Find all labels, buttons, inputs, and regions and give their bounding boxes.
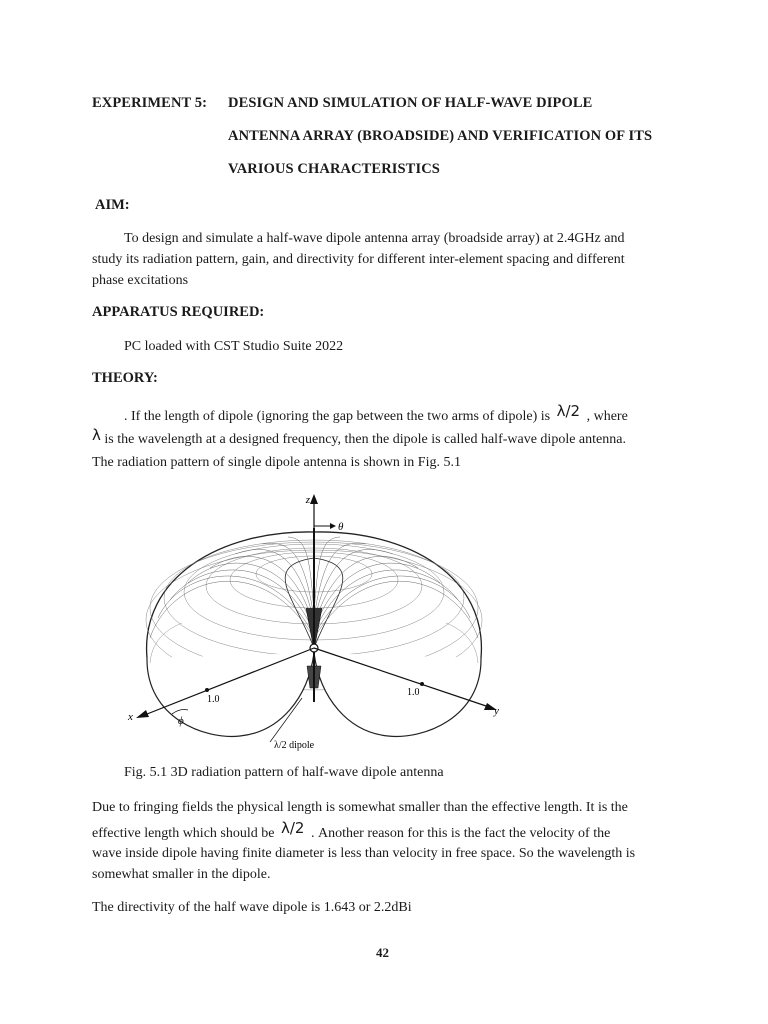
para2-line-2 — [92, 819, 611, 844]
label-phi: ϕ — [178, 715, 184, 727]
theory-line-1 — [124, 402, 628, 427]
para2-line-4: somewhat smaller in the dipole. — [92, 867, 271, 882]
title-line-1: DESIGN AND SIMULATION OF HALF-WAVE DIPOLE — [228, 95, 593, 111]
para2-line-3: wave inside dipole having finite diameter is less than velocity in free space. So the wavelength is — [92, 846, 636, 861]
theory-line-1-end: , where — [586, 409, 628, 424]
label-1-0-left: 1.0 — [207, 694, 220, 705]
directivity-text: The directivity of the half wave dipole is 1.643 or 2.2dBi — [92, 900, 412, 915]
aim-line-2: study its radiation pattern, gain, and directivity for different inter-element spacing and different — [92, 252, 625, 267]
label-x: x — [128, 711, 133, 723]
theory-line-1-text: . If the length of dipole (ignoring the gap between the two arms of dipole) is — [124, 409, 551, 424]
radiation-pattern-figure — [110, 488, 530, 756]
page-number: 42 — [376, 945, 389, 960]
apparatus-heading: APPARATUS REQUIRED: — [92, 304, 265, 320]
label-z: z — [305, 494, 310, 506]
experiment-label: EXPERIMENT 5: — [92, 95, 208, 111]
theory-line-3: The radiation pattern of single dipole antenna is shown in Fig. 5.1 — [92, 455, 461, 470]
theory-line-2-text: is the wavelength at a designed frequency, then the dipole is called half-wave dipole antenna. — [104, 432, 626, 447]
title-line-2: ANTENNA ARRAY (BROADSIDE) AND VERIFICATION OF ITS — [228, 128, 653, 144]
lambda-half-symbol: λ/2 — [556, 402, 581, 420]
para2-line-2-text: effective length which should be — [92, 826, 275, 841]
label-1-0-right: 1.0 — [407, 687, 420, 698]
lambda-half-symbol-2: λ/2 — [280, 819, 305, 837]
label-dipole: λ/2 dipole — [274, 740, 315, 751]
label-y: y — [494, 705, 499, 717]
lambda-symbol: λ — [92, 426, 101, 444]
para2-line-2-end: . Another reason for this is the fact the velocity of the — [310, 826, 611, 841]
dipole-element — [306, 528, 322, 702]
label-theta: θ — [338, 521, 344, 533]
theory-heading: THEORY: — [92, 370, 158, 386]
aim-line-1: To design and simulate a half-wave dipole antenna array (broadside array) at 2.4GHz and — [124, 231, 625, 246]
theory-line-2 — [92, 428, 626, 450]
title-line-3: VARIOUS CHARACTERISTICS — [228, 161, 440, 177]
para2-line-1: Due to fringing fields the physical length is somewhat smaller than the effective length. It is the — [92, 800, 628, 815]
apparatus-text: PC loaded with CST Studio Suite 2022 — [124, 339, 344, 354]
aim-heading: AIM: — [95, 197, 130, 213]
figure-caption: Fig. 5.1 3D radiation pattern of half-wave dipole antenna — [124, 765, 444, 780]
aim-line-3: phase excitations — [92, 273, 189, 288]
